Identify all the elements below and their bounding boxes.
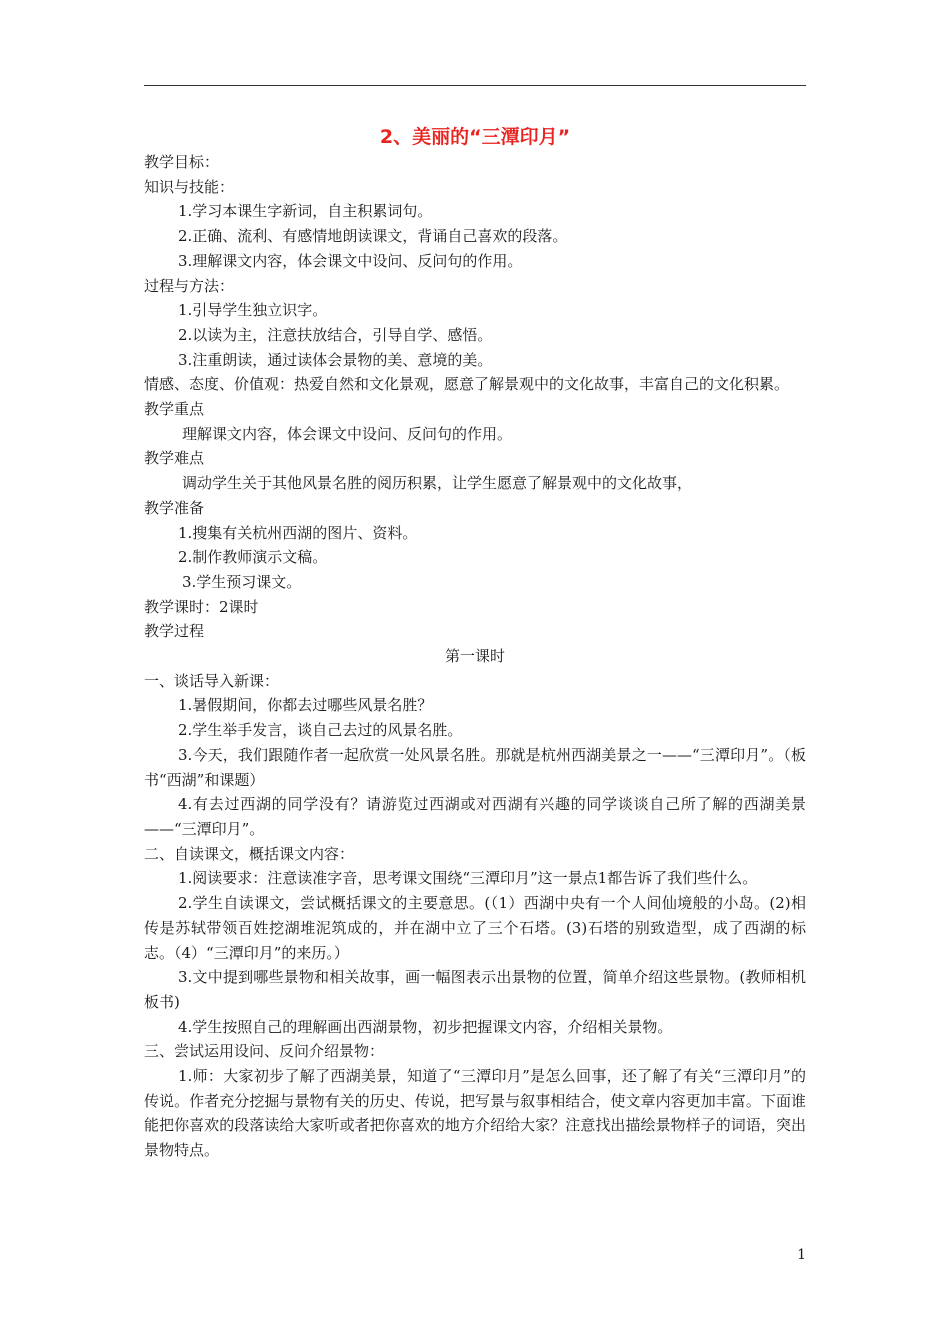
list-item: 1.暑假期间，你都去过哪些风景名胜？ — [178, 696, 433, 715]
list-item: 2.制作教师演示文稿。 — [178, 548, 328, 567]
paragraph: 1.阅读要求：注意读准字音，思考课文围绕“三潭印月”这一景点1都告诉了我们些什么。 — [178, 869, 758, 888]
section-heading: 二、自读课文，概括课文内容： — [144, 844, 355, 863]
list-item: 2.以读为主，注意扶放结合，引导自学、感悟。 — [178, 325, 493, 344]
list-item: 3.理解课文内容，体会课文中设问、反问句的作用。 — [178, 251, 523, 270]
list-item: 3.注重朗读，通过读体会景物的美、意境的美。 — [178, 350, 493, 369]
paragraph: 3.文中提到哪些景物和相关故事，画一幅图表示出景物的位置，简单介绍这些景物。(教师相机板书) — [144, 968, 806, 1011]
list-item: 4.学生按照自己的理解画出西湖景物，初步把握课文内容，介绍相关景物。 — [178, 1017, 673, 1036]
section-heading: 教学过程 — [144, 622, 205, 641]
document-body — [144, 150, 806, 1163]
section-heading: 教学目标： — [144, 153, 220, 171]
list-item: 1.引导学生独立识字。 — [178, 301, 328, 320]
paragraph: 理解课文内容，体会课文中设问、反问句的作用。 — [182, 424, 513, 443]
page-number: 1 — [797, 1247, 806, 1263]
paragraph: 1.师：大家初步了解了西湖美景，知道了“三潭印月”是怎么回事，还了解了有关“三潭印月”的传说。作者充分挖掘与景物有关的历史、传说，把写景与叙事相结合，使文章内容更加丰富。下面谁能把你喜欢的段落读给大家听或者把你喜欢的地方介绍给大家？注意找出描绘景物样子的词语，突出景物特点。 — [144, 1067, 806, 1160]
section-heading: 教学难点 — [144, 449, 205, 468]
list-item: 3.学生预习课文。 — [182, 572, 302, 591]
paragraph: 2.学生自读课文，尝试概括课文的主要意思。(（1）西湖中央有一个人间仙境般的小岛。(2)相传是苏轼带领百姓挖湖堆泥筑成的，并在湖中立了三个石塔。(3)石塔的别致造型，成了西湖的标志。（4）“三潭印月”的来历。） — [144, 894, 806, 962]
lesson-heading: 第一课时 — [444, 647, 505, 666]
document-title: 2、美丽的“三潭印月” — [379, 126, 571, 148]
section-heading: 过程与方法： — [144, 276, 235, 295]
section-heading: 一、谈话导入新课： — [144, 671, 280, 690]
section-heading: 教学重点 — [144, 400, 205, 419]
list-item: 1.搜集有关杭州西湖的图片、资料。 — [178, 523, 418, 542]
section-heading: 知识与技能： — [144, 177, 235, 196]
paragraph: 调动学生关于其他风景名胜的阅历积累，让学生愿意了解景观中的文化故事， — [182, 474, 693, 493]
header-rule — [144, 85, 806, 86]
list-item: 2.学生举手发言，谈自己去过的风景名胜。 — [178, 721, 463, 740]
paragraph: 情感、态度、价值观：热爱自然和文化景观，愿意了解景观中的文化故事，丰富自己的文化积累。 — [144, 375, 790, 394]
list-item: 1.学习本课生字新词，自主积累词句。 — [178, 202, 433, 221]
section-heading: 教学课时：2课时 — [144, 597, 259, 616]
paragraph: 4.有去过西湖的同学没有？请游览过西湖或对西湖有兴趣的同学谈谈自己所了解的西湖美景——“三潭印月”。 — [144, 795, 806, 838]
paragraph: 3.今天，我们跟随作者一起欣赏一处风景名胜。那就是杭州西湖美景之一——“三潭印月”。（板书“西湖”和课题） — [144, 745, 806, 789]
section-heading: 教学准备 — [144, 498, 205, 517]
list-item: 2.正确、流利、有感情地朗读课文，背诵自己喜欢的段落。 — [178, 227, 568, 246]
section-heading: 三、尝试运用设问、反问介绍景物： — [144, 1042, 385, 1061]
